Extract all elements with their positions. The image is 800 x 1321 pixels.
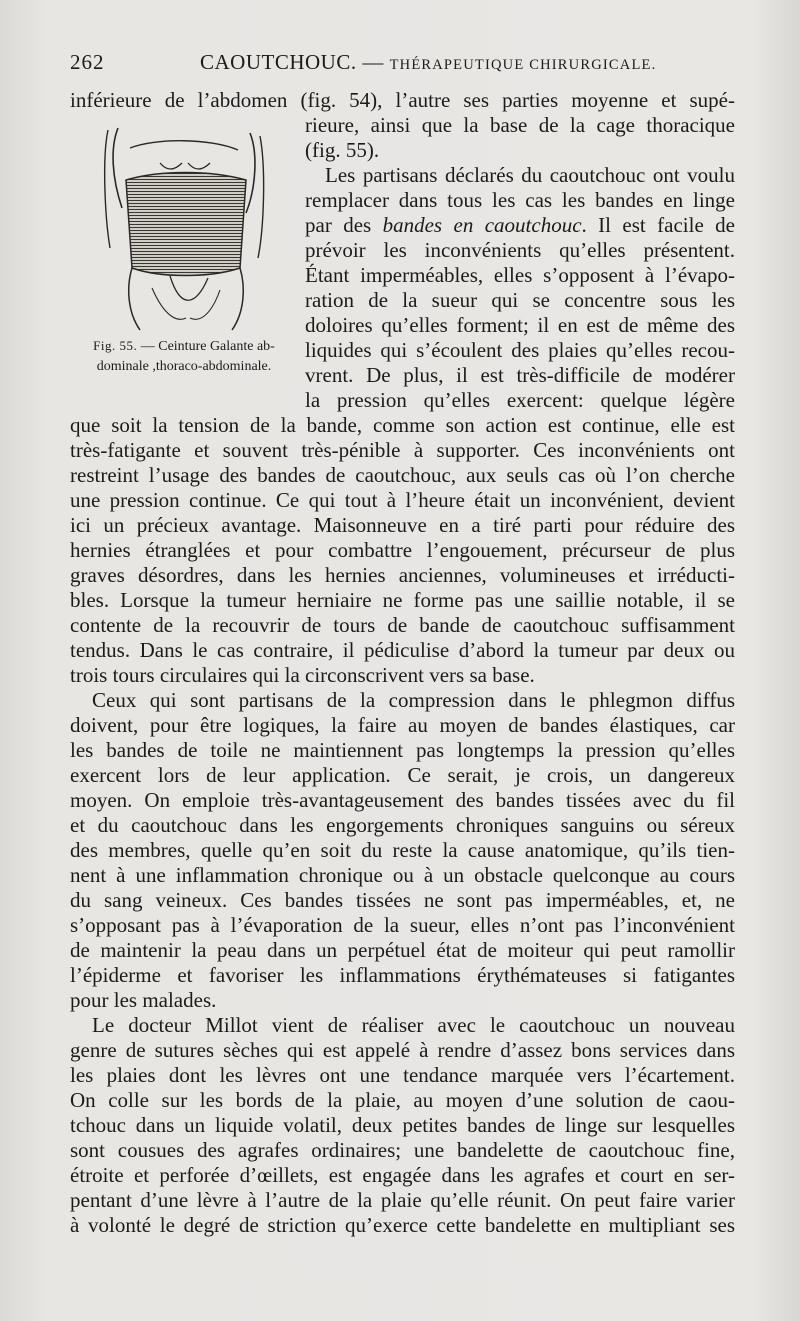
italic-phrase: bandes en caoutchouc xyxy=(382,213,582,237)
corset-illustration xyxy=(100,118,268,333)
text-line: remplacer dans tous les cas les bandes en linge xyxy=(305,188,735,212)
running-title xyxy=(200,50,656,75)
text-line: des membres, quelle qu’en soit du reste la cause anatomique, qu’ils tien- xyxy=(70,838,735,862)
text-line: inférieure de l’abdomen (fig. 54), l’autre ses parties moyenne et supé- xyxy=(70,88,735,112)
text-line: graves désordres, dans les hernies anciennes, volumineuses et irréducti- xyxy=(70,563,735,587)
text-line: sont cousues des agrafes ordinaires; une bandelette de caoutchouc fine, xyxy=(70,1138,735,1162)
text-line: de maintenir la peau dans un perpétuel état de moiteur qui peut ramollir xyxy=(70,938,735,962)
text-line: à volonté le degré de striction qu’exerce cette bandelette en multipliant ses xyxy=(70,1213,735,1237)
text-line: que soit la tension de la bande, comme son action est continue, elle est xyxy=(70,413,735,437)
figure-caption-line-2: dominale ,thoraco-abdominale. xyxy=(96,359,272,374)
text-line: Ceux qui sont partisans de la compression dans le phlegmon diffus xyxy=(92,688,735,712)
text-line: très-fatigante et souvent très-pénible à supporter. Ces inconvénients ont xyxy=(70,438,735,462)
running-header xyxy=(70,50,735,80)
text-line: contente de la recouvrir de tours de bande de caoutchouc suffisamment xyxy=(70,613,735,637)
text-line: pour les malades. xyxy=(70,988,217,1012)
text-fragment: par des xyxy=(305,213,383,237)
figure-55 xyxy=(70,88,298,388)
figure-label: Fig. 55. xyxy=(93,338,138,353)
text-line: moyen. On emploie très-avantageusement des bandes tissées avec du fil xyxy=(70,788,735,812)
text-line: (fig. 55). xyxy=(305,138,380,162)
page-number: 262 xyxy=(70,50,105,74)
text-line: pentant d’une lèvre à l’autre de la plaie qu’elle réunit. On peut faire varier xyxy=(70,1188,735,1212)
text-line: les bandes de toile ne maintiennent pas longtemps la pression qu’elles xyxy=(70,738,735,762)
text-line: prévoir les inconvénients qu’elles présentent. xyxy=(305,238,735,262)
text-line: Étant imperméables, elles s’opposent à l’évapo- xyxy=(305,263,735,287)
text-line: Le docteur Millot vient de réaliser avec le caoutchouc un nouveau xyxy=(92,1013,735,1037)
text-line: restreint l’usage des bandes de caoutchouc, aux seuls cas où l’on cherche xyxy=(70,463,735,487)
text-line: tendus. Dans le cas contraire, il pédiculise d’abord la tumeur par deux ou xyxy=(70,638,735,662)
text-line: exercent lors de leur application. Ce serait, je crois, un dangereux xyxy=(70,763,735,787)
text-line: du sang veineux. Ces bandes tissées ne sont pas imperméables, et, ne xyxy=(70,888,735,912)
figure-caption xyxy=(70,336,298,377)
text-line: les plaies dont les lèvres ont une tendance marquée vers l’écartement. xyxy=(70,1063,735,1087)
text-line: tchouc dans un liquide volatil, deux petites bandes de linge sur lesquelles xyxy=(70,1113,735,1137)
text-line: s’opposant pas à l’évaporation de la sueur, elles n’ont pas l’inconvénient xyxy=(70,913,735,937)
text-line: vrent. De plus, il est très-difficile de modérer xyxy=(305,363,735,387)
text-line: bles. Lorsque la tumeur herniaire ne forme pas une saillie notable, il se xyxy=(70,588,735,612)
text-line: une pression continue. Ce qui tout à l’heure était un inconvénient, devient xyxy=(70,488,735,512)
text-line: doivent, pour être logiques, la faire au moyen de bandes élastiques, car xyxy=(70,713,735,737)
running-title-main: CAOUTCHOUC. — xyxy=(200,50,384,74)
text-line: doloires qu’elles forment; il en est de même des xyxy=(305,313,735,337)
text-line: et du caoutchouc dans les engorgements chroniques sanguins ou séreux xyxy=(70,813,735,837)
text-line: ration de la sueur qui se concentre sous les xyxy=(305,288,735,312)
text-line: hernies étranglées et pour combattre l’engouement, précurseur de plus xyxy=(70,538,735,562)
text-line xyxy=(305,213,735,238)
text-fragment: . Il est facile de xyxy=(581,213,735,237)
text-line: l’épiderme et favoriser les inflammations érythémateuses si fatigantes xyxy=(70,963,735,987)
text-line: genre de sutures sèches qui est appelé à rendre d’assez bons services dans xyxy=(70,1038,735,1062)
text-line: rieure, ainsi que la base de la cage thoracique xyxy=(305,113,735,137)
figure-caption-line-1: — Ceinture Galante ab- xyxy=(137,339,275,354)
text-line: On colle sur les bords de la plaie, au moyen d’une solution de caou- xyxy=(70,1088,735,1112)
text-line: liquides qui s’écoulent des plaies qu’elles recou- xyxy=(305,338,735,362)
text-line: étroite et perforée d’œillets, est engagée dans les agrafes et court en ser- xyxy=(70,1163,735,1187)
running-title-sub: THÉRAPEUTIQUE CHIRURGICALE. xyxy=(389,57,657,73)
text-line: la pression qu’elles exercent: quelque légère xyxy=(305,388,735,412)
text-line: Les partisans déclarés du caoutchouc ont voulu xyxy=(325,163,735,187)
text-line: ici un précieux avantage. Maisonneuve en a tiré parti pour réduire des xyxy=(70,513,735,537)
text-line: trois tours circulaires qui la circonscrivent vers sa base. xyxy=(70,663,535,687)
text-line: nent à une inflammation chronique ou à un obstacle quelconque au cours xyxy=(70,863,735,887)
